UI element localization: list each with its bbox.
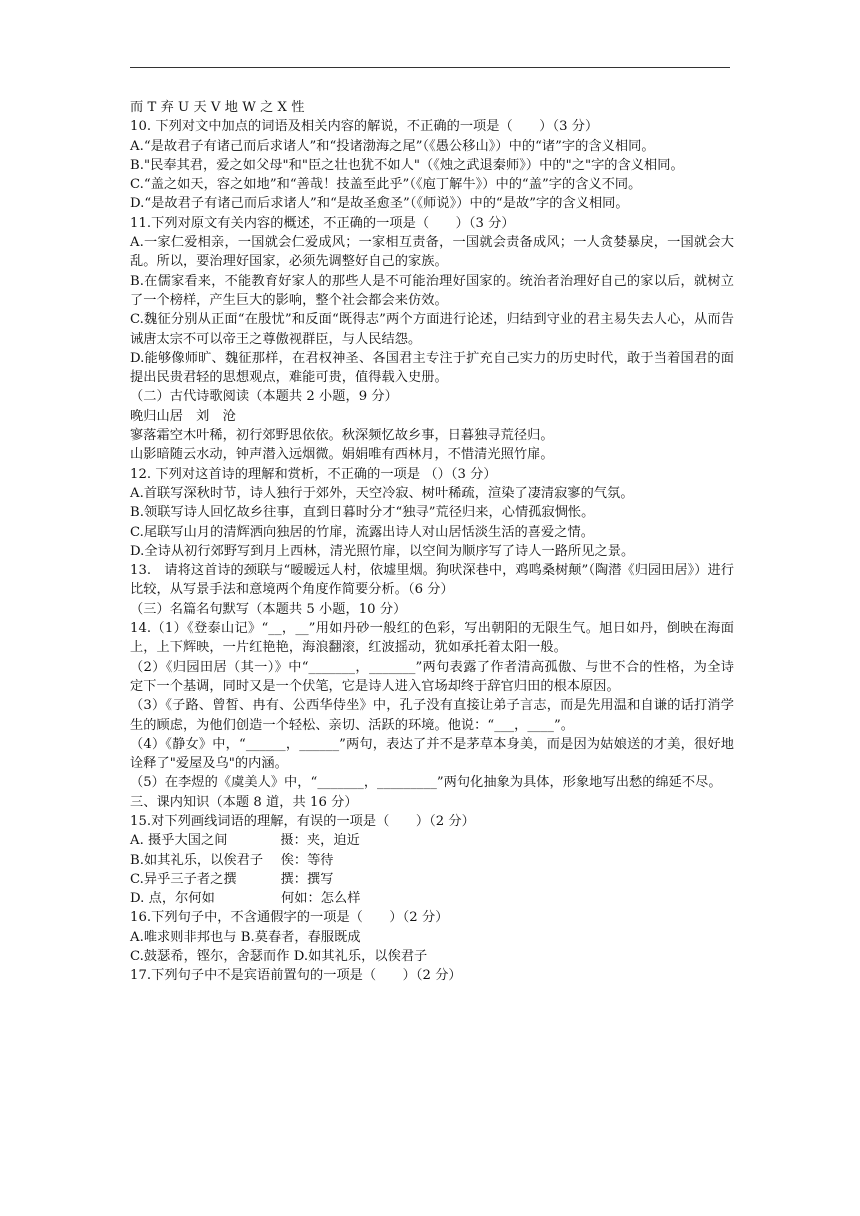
- section-poetry-heading: （二）古代诗歌阅读（本题共 2 小题，9 分）: [130, 389, 398, 405]
- question-10-option-b: B."民奉其君，爱之如父母"和"臣之壮也犹不如人"（《烛之武退秦师》）中的"之"字的含义相同。: [130, 157, 684, 173]
- question-17-stem: 17.下列句子中不是宾语前置句的一项是（ ）（2 分）: [130, 968, 462, 984]
- header-rule: [130, 67, 730, 68]
- poem-line-2: 山影暗随云水动，钟声潜入远烟微。娟娟唯有西林月，不惜清光照竹扉。: [130, 447, 554, 463]
- question-11-option-b: B.在儒家看来，不能教育好家人的那些人是不可能治理好国家的。统治者治理好自己的家以后，就树立了一个榜样，产生巨大的影响，整个社会都会来仿效。: [130, 273, 734, 308]
- question-16-options-ab: A.唯求则非邦也与 B.莫春者，春服既成: [130, 929, 361, 945]
- question-16-stem: 16.下列句子中，不含通假字的一项是（ ）（2 分）: [130, 910, 449, 926]
- question-15-option-b: B.如其礼乐，以俟君子 俟：等待: [130, 852, 334, 868]
- question-12-option-b: B.领联写诗人回忆故乡往事，直到日暮时分才“独寻”荒径归来，心情孤寂惆怅。: [130, 505, 595, 521]
- question-12-stem: 12. 下列对这首诗的理解和赏析，不正确的一项是 （）（3 分）: [130, 466, 497, 482]
- question-11-stem: 11.下列对原文有关内容的概述，不正确的一项是（ ）（3 分）: [130, 215, 515, 231]
- question-13: 13. 请将这首诗的颈联与“暧暧远人村，依墟里烟。狗吠深巷中，鸡鸣桑树颠”（陶潜《归园田居》）进行比较，从写景手法和意境两个角度作简要分析。（6 分）: [130, 563, 734, 598]
- question-14-part-2: （2）《归园田居（其一）》中“_______，_______”两句表露了作者清高孤傲、与世不合的性格，为全诗定下一个基调，同时又是一个伏笔，它是诗人进入官场却终于辞官归田的根本原因。: [130, 659, 734, 694]
- text-line-fragment: 而 T 弃 U 天 V 地 W 之 X 性: [130, 100, 305, 115]
- question-10-option-d: D.“是故君子有诸己而后求诸人”和“是故圣愈圣”（《师说》）中的“是故”字的含义相同。: [130, 196, 629, 212]
- question-11-option-d: D.能够像师旷、魏征那样，在君权神圣、各国君主专注于扩充自己实力的历史时代，敢于当着国君的面提出民贵君轻的思想观点，难能可贵，值得载入史册。: [130, 350, 734, 386]
- question-15-option-c: C.异乎三子者之撰 撰：撰写: [130, 871, 334, 887]
- section-classroom-heading: 三、课内知识（本题 8 道，共 16 分）: [130, 794, 358, 810]
- poem-title: 晚归山居 刘 沧: [130, 408, 236, 424]
- section-recitation-heading: （三）名篇名句默写（本题共 5 小题，10 分）: [130, 601, 407, 617]
- question-15-option-d: D. 点，尔何如 何如：怎么样: [130, 891, 361, 907]
- question-10-stem: 10. 下列对文中加点的词语及相关内容的解说，不正确的一项是（ ）（3 分）: [130, 119, 599, 135]
- question-16-options-cd: C.鼓瑟希，铿尔，舍瑟而作 D.如其礼乐，以俟君子: [130, 949, 428, 965]
- question-11-option-a: A.一家仁爱相亲，一国就会仁爱成风；一家相互责备，一国就会责备成风；一人贪婪暴戾，一国就会大乱。所以，要治理好国家，必须先调整好自己的家族。: [130, 235, 734, 270]
- question-11-option-c: C.魏征分别从正面“在殷忧”和反面“既得志”两个方面进行论述，归结到守业的君主易失去人心，从而告诫唐太宗不可以帝王之尊傲视群臣，与人民结怨。: [130, 312, 734, 347]
- question-14-part-4: （4）《静女》中，“______，______”两句，表达了并不是茅草本身美，而是因为姑娘送的才美，很好地诠释了"爱屋及乌"的内涵。: [130, 736, 734, 772]
- question-10-option-c: C.“盖之如天，容之如地”和“善哉！技盖至此乎”（《庖丁解牛》）中的“盖”字的含义不同。: [130, 177, 642, 193]
- question-14-part-3: （3）《子路、曾皙、冉有、公西华侍坐》中，孔子没有直接让弟子言志，而是先用温和自谦的话打消学生的顾虑，为他们创造一个轻松、亲切、活跃的环境。他说：“___，____”。: [130, 698, 734, 733]
- document-body: [130, 98, 734, 986]
- question-12-option-d: D.全诗从初行郊野写到月上西林，清光照竹扉，以空间为顺序写了诗人一路所见之景。: [130, 543, 635, 559]
- question-14-part-5: （5）在李煜的《虞美人》中，“_______，_________”两句化抽象为具体，形象地写出愁的绵延不尽。: [130, 775, 722, 791]
- question-15-stem: 15.对下列画线词语的理解，有误的一项是（ ）（2 分）: [130, 813, 475, 829]
- poem-line-1: 寥落霜空木叶稀，初行郊野思依依。秋深频忆故乡事，日暮独寻荒径归。: [130, 428, 554, 444]
- question-12-option-a: A.首联写深秋时节，诗人独行于郊外，天空冷寂、树叶稀疏，渲染了凄清寂寥的气氛。: [130, 485, 634, 501]
- question-12-option-c: C.尾联写山月的清辉洒向独居的竹扉，流露出诗人对山居恬淡生活的喜爱之情。: [130, 524, 594, 540]
- question-10-option-a: A.“是故君子有诸己而后求诸人”和“投诸渤海之尾”（《愚公移山》）中的“诸”字的含义相同。: [130, 138, 655, 154]
- question-15-option-a: A. 摄乎大国之间 摄：夹，迫近: [130, 833, 360, 849]
- question-14-part-1: 14.（1）《登泰山记》“__，__”用如丹砂一般红的色彩，写出朝阳的无限生气。旭日如丹，倒映在海面上，上下辉映，一片红艳艳，海浪翻滚，红波摇动，犹如承托着太阳一般。: [130, 621, 734, 656]
